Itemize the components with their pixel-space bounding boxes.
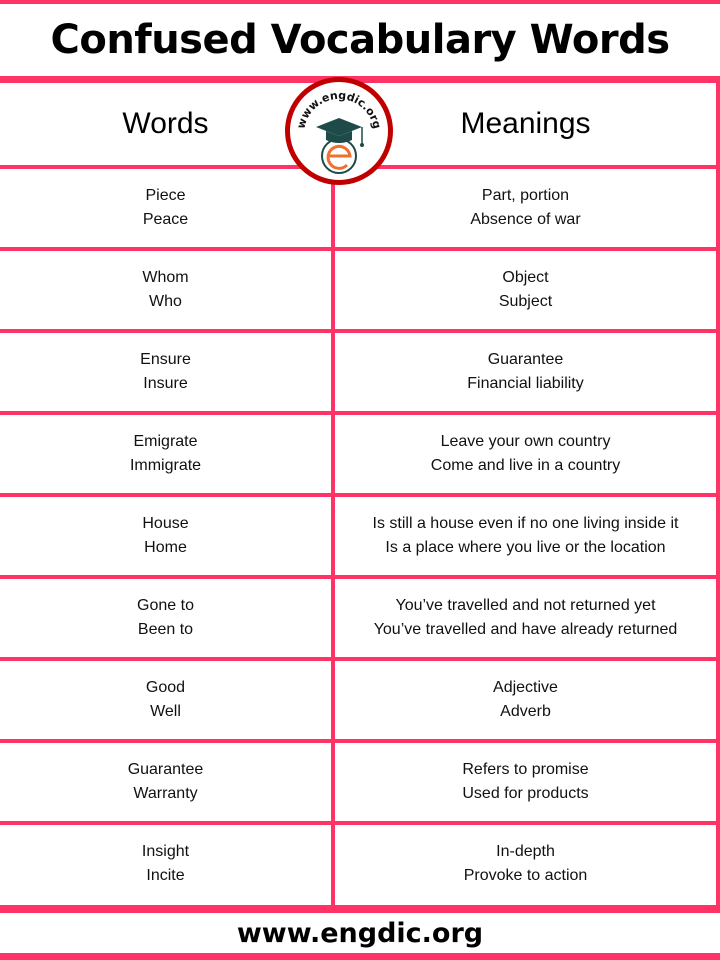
graduation-cap-icon [290,82,388,180]
table-row [0,329,720,411]
page-title: Confused Vocabulary Words [50,17,670,63]
meaning-cell: Object Subject [498,269,553,310]
header-meanings: Meanings [460,107,591,140]
word-cell: Ensure Insure [140,351,191,392]
meaning-cell: Leave your own country Come and live in a country [430,433,621,474]
meaning-cell: Part, portion Absence of war [470,187,581,228]
right-border [716,83,720,907]
meaning-cell: You’ve travelled and not returned yet You’ve travelled and have already returned [373,597,678,638]
word-cell: House Home [142,515,189,556]
meaning-cell: Refers to promise Used for products [462,761,589,802]
word-cell: Emigrate Immigrate [129,433,202,474]
table-row [0,411,720,493]
word-cell: Whom Who [142,269,189,310]
header-words: Words [122,107,209,140]
meaning-cell: Guarantee Financial liability [467,351,584,392]
table-row [0,739,720,821]
engdic-logo [285,77,393,185]
meaning-cell: In-depth Provoke to action [463,843,588,884]
table-row [0,575,720,657]
word-cell: Piece Peace [142,187,189,228]
table-row [0,247,720,329]
table-row [0,657,720,739]
logo-text: www.engdic.org [294,88,384,131]
word-cell: Insight Incite [141,843,190,884]
word-cell: Gone to Been to [137,597,194,638]
table-bottom-border [0,905,720,913]
table-row [0,493,720,575]
meaning-cell: Adjective Adverb [493,679,558,720]
meaning-cell: Is still a house even if no one living inside it Is a place where you live or the location [372,515,679,556]
table-row [0,821,720,903]
vocabulary-table [0,83,720,907]
column-divider [331,83,335,907]
bottom-border [0,953,720,960]
word-cell: Guarantee Warranty [127,761,204,802]
footer-url: www.engdic.org [236,917,484,949]
word-cell: Good Well [145,679,186,720]
